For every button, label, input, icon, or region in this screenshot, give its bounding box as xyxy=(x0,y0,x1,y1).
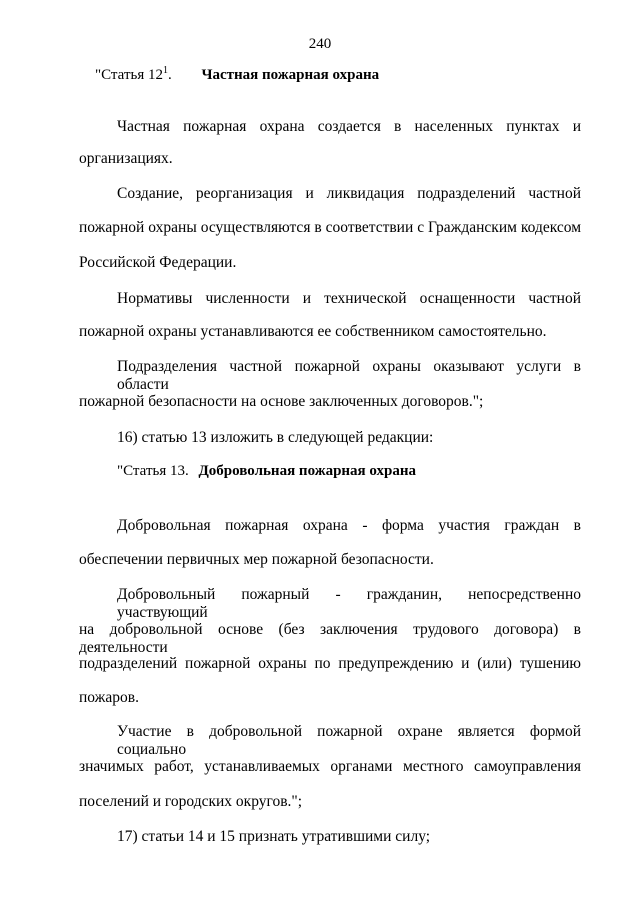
p7-line-1: Добровольный пожарный - гражданин, непосредственно участвующий xyxy=(117,586,581,621)
p6-line-1: Добровольная пожарная охрана - форма участия граждан в xyxy=(117,517,581,534)
p8-line-3: поселений и городских округов."; xyxy=(79,793,303,810)
article-13-heading xyxy=(117,463,416,480)
p8-line-2: значимых работ, устанавливаемых органами местного самоуправления xyxy=(79,758,581,775)
p2-line-2: пожарной охраны осуществляются в соответствии с Гражданским кодексом xyxy=(79,219,581,236)
p3-line-2: пожарной охраны устанавливаются ее собственником самостоятельно. xyxy=(79,323,547,340)
p4-line-1: Подразделения частной пожарной охраны оказывают услуги в области xyxy=(117,358,581,393)
p9-line-1: 17) статьи 14 и 15 признать утратившими силу; xyxy=(117,828,431,845)
article-12-1-label: "Статья $12^1$. xyxy=(95,65,172,83)
p5-line-1: 16) статью 13 изложить в следующей редакции: xyxy=(117,429,434,446)
article-12-1-superscript: 1 xyxy=(162,65,168,76)
p7-line-4: пожаров. xyxy=(79,689,139,706)
article-12-1-title: Частная пожарная охрана xyxy=(201,67,380,83)
p4-line-2: пожарной безопасности на основе заключенных договоров."; xyxy=(79,393,484,410)
p7-line-2: на добровольной основе (без заключения трудового договора) в деятельности xyxy=(79,621,581,656)
p6-line-2: обеспечении первичных мер пожарной безопасности. xyxy=(79,551,434,568)
p8-line-1: Участие в добровольной пожарной охране является формой социально xyxy=(117,723,581,758)
p1-line-2: организациях. xyxy=(79,150,173,167)
article-13-label: "Статья 13. xyxy=(117,463,189,479)
page-number: 240 xyxy=(308,36,332,52)
p1-line-1: Частная пожарная охрана создается в населенных пунктах и xyxy=(117,118,581,135)
p2-line-3: Российской Федерации. xyxy=(79,254,237,271)
p7-line-3: подразделений пожарной охраны по предупреждению и (или) тушению xyxy=(79,655,581,672)
article-12-1-heading xyxy=(95,67,379,84)
article-13-title: Добровольная пожарная охрана xyxy=(198,463,417,479)
p3-line-1: Нормативы численности и технической оснащенности частной xyxy=(117,290,581,307)
p2-line-1: Создание, реорганизация и ликвидация подразделений частной xyxy=(117,185,581,202)
